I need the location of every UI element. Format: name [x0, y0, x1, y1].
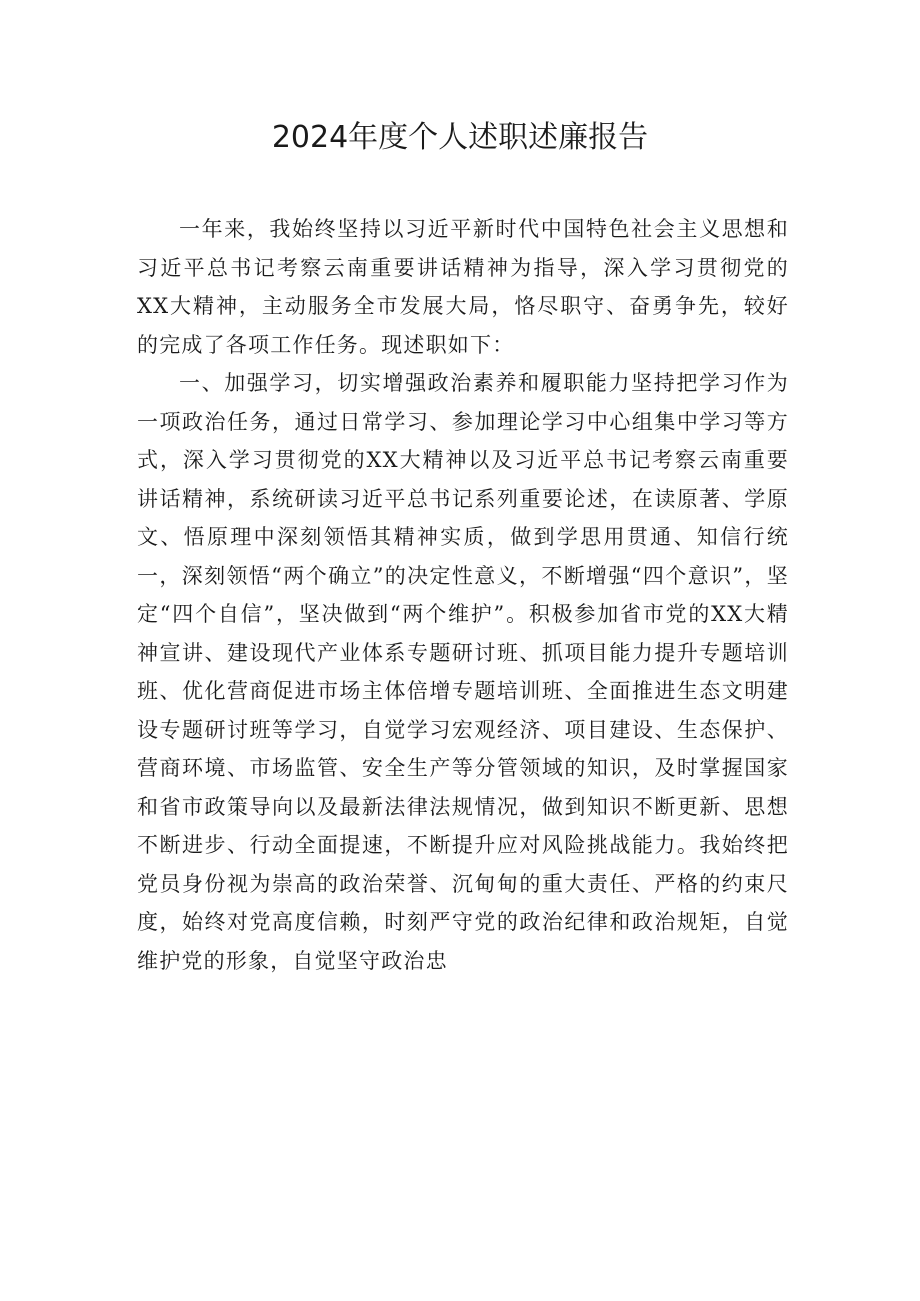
intro-paragraph: 一年来，我始终坚持以习近平新时代中国特色社会主义思想和习近平总书记考察云南重要讲话精神为指导，深入学习贯彻党的XX大精神，主动服务全市发展大局，恪尽职守、奋勇争先，较好的完成了各项工作任务。现述职如下： — [137, 217, 789, 357]
section-one-paragraph: 一、加强学习，切实增强政治素养和履职能力坚持把学习作为一项政治任务，通过日常学习、参加理论学习中心组集中学习等方式，深入学习贯彻党的XX大精神以及习近平总书记考察云南重要讲话精神，系统研读习近平总书记系列重要论述，在读原著、学原文、悟原理中深刻领悟其精神实质，做到学思用贯通、知信行统一，深刻领悟“两个确立”的决定性意义，不断增强“四个意识”，坚定“四个自信”，坚决做到“两个维护”。积极参加省市党的XX大精神宣讲、建设现代产业体系专题研讨班、抓项目能力提升专题培训班、优化营商促进市场主体倍增专题培训班、全面推进生态文明建设专题研讨班等学习，自觉学习宏观经济、项目建设、生态保护、营商环境、市场监管、安全生产等分管领域的知识，及时掌握国家和省市政策导向以及最新法律法规情况，做到知识不断更新、思想不断进步、行动全面提速，不断提升应对风险挑战能力。我始终把党员身份视为崇高的政治荣誉、沉甸甸的重大责任、严格的约束尺度，始终对党高度信赖，时刻严守党的政治纪律和政治规矩，自觉维护党的形象，自觉坚守政治忠 — [137, 371, 789, 973]
document-title: 2024年度个人述职述廉报告 — [271, 120, 649, 155]
document-body — [137, 210, 789, 980]
